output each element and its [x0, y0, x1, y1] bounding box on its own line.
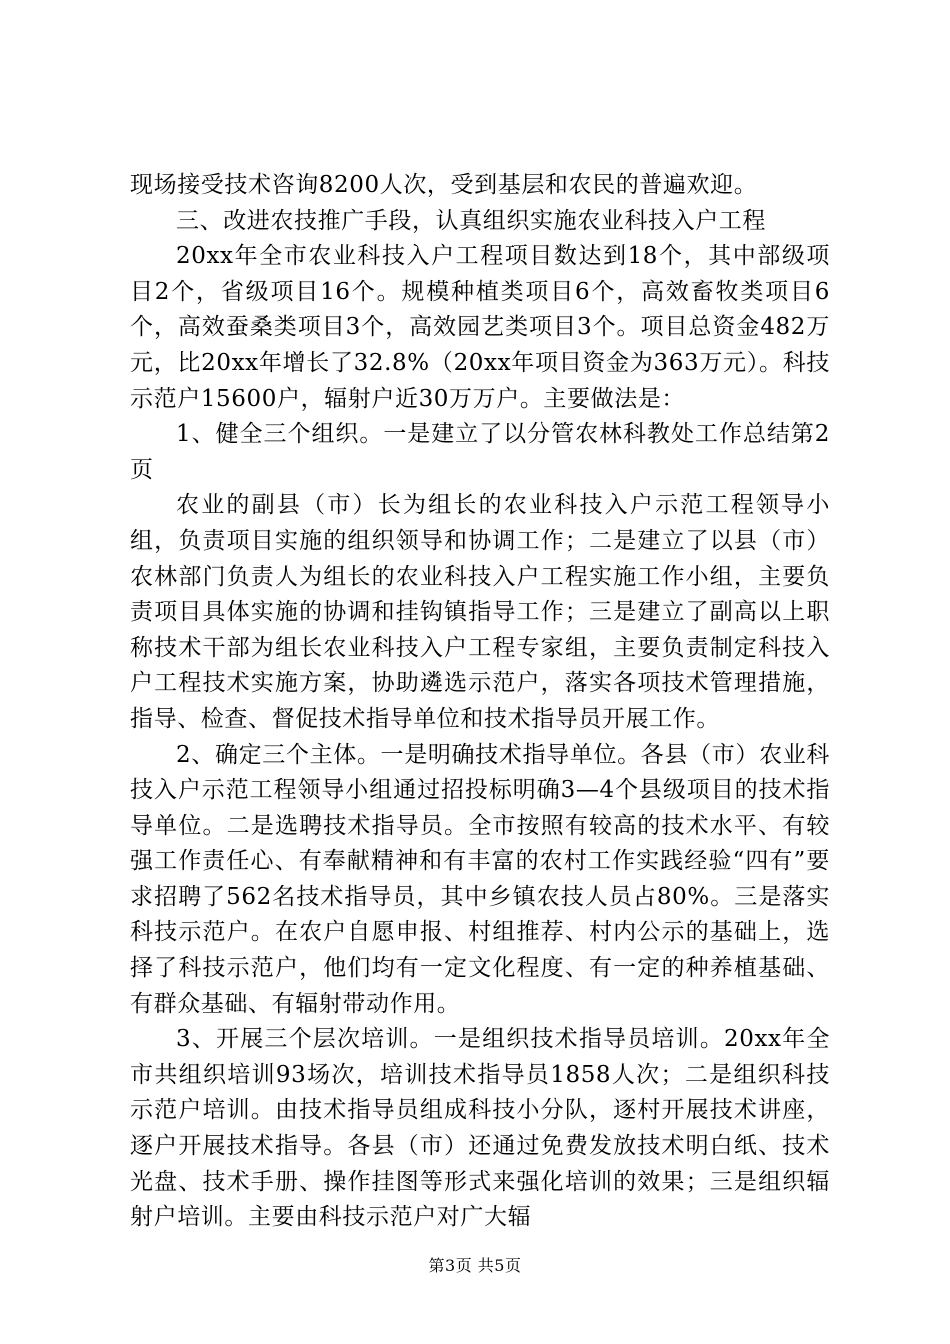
paragraph-4: 农业的副县（市）长为组长的农业科技入户示范工程领导小组，负责项目实施的组织领导和协调工作；二是建立了以县（市）农林部门负责人为组长的农业科技入户工程实施工作小组，主要负责项目具体实施的协调和挂钩镇指导工作；三是建立了副高以上职称技术干部为组长农业科技入户工程专家组，主要负责制定科技入户工程技术实施方案，协助遴选示范户，落实各项技术管理措施，指导、检查、督促技术指导单位和技术指导员开展工作。: [130, 492, 830, 732]
paragraph-6: 3、开展三个层次培训。一是组织技术指导员培训。20xx年全市共组织培训93场次，培训技术指导员1858人次；二是组织科技示范户培训。由技术指导员组成科技小分队，逐村开展技术讲座，逐户开展技术指导。各县（市）还通过免费发放技术明白纸、技术光盘、技术手册、操作挂图等形式来强化培训的效果；三是组织辐射户培训。主要由科技示范户对广大辐: [130, 1026, 830, 1231]
paragraph-2: 20xx年全市农业科技入户工程项目数达到18个，其中部级项目2个，省级项目16个。规模种植类项目6个，高效畜牧类项目6个，高效蚕桑类项目3个，高效园艺类项目3个。项目总资金482万元，比20xx年增长了32.8%（20xx年项目资金为363万元）。科技示范户15600户，辐射户近30万万户。主要做法是：: [130, 243, 830, 412]
paragraph-1: 现场接受技术咨询8200人次，受到基层和农民的普遍欢迎。: [130, 172, 758, 198]
paragraph-5: 2、确定三个主体。一是明确技术指导单位。各县（市）农业科技入户示范工程领导小组通过招投标明确3—4个县级项目的技术指导单位。二是选聘技术指导员。全市按照有较高的技术水平、有较强工作责任心、有奉献精神和有丰富的农村工作实践经验“四有”要求招聘了562名技术指导员，其中乡镇农技人员占80%。三是落实科技示范户。在农户自愿申报、村组推荐、村内公示的基础上，选择了科技示范户，他们均有一定文化程度、有一定的种养植基础、有群众基础、有辐射带动作用。: [130, 741, 830, 1017]
document-body: [130, 168, 830, 1236]
page-footer: 第3页 共5页: [428, 1256, 522, 1275]
paragraph-3: 1、健全三个组织。一是建立了以分管农林科教处工作总结第2页: [130, 421, 830, 483]
section-heading: 三、改进农技推广手段，认真组织实施农业科技入户工程: [176, 207, 766, 234]
